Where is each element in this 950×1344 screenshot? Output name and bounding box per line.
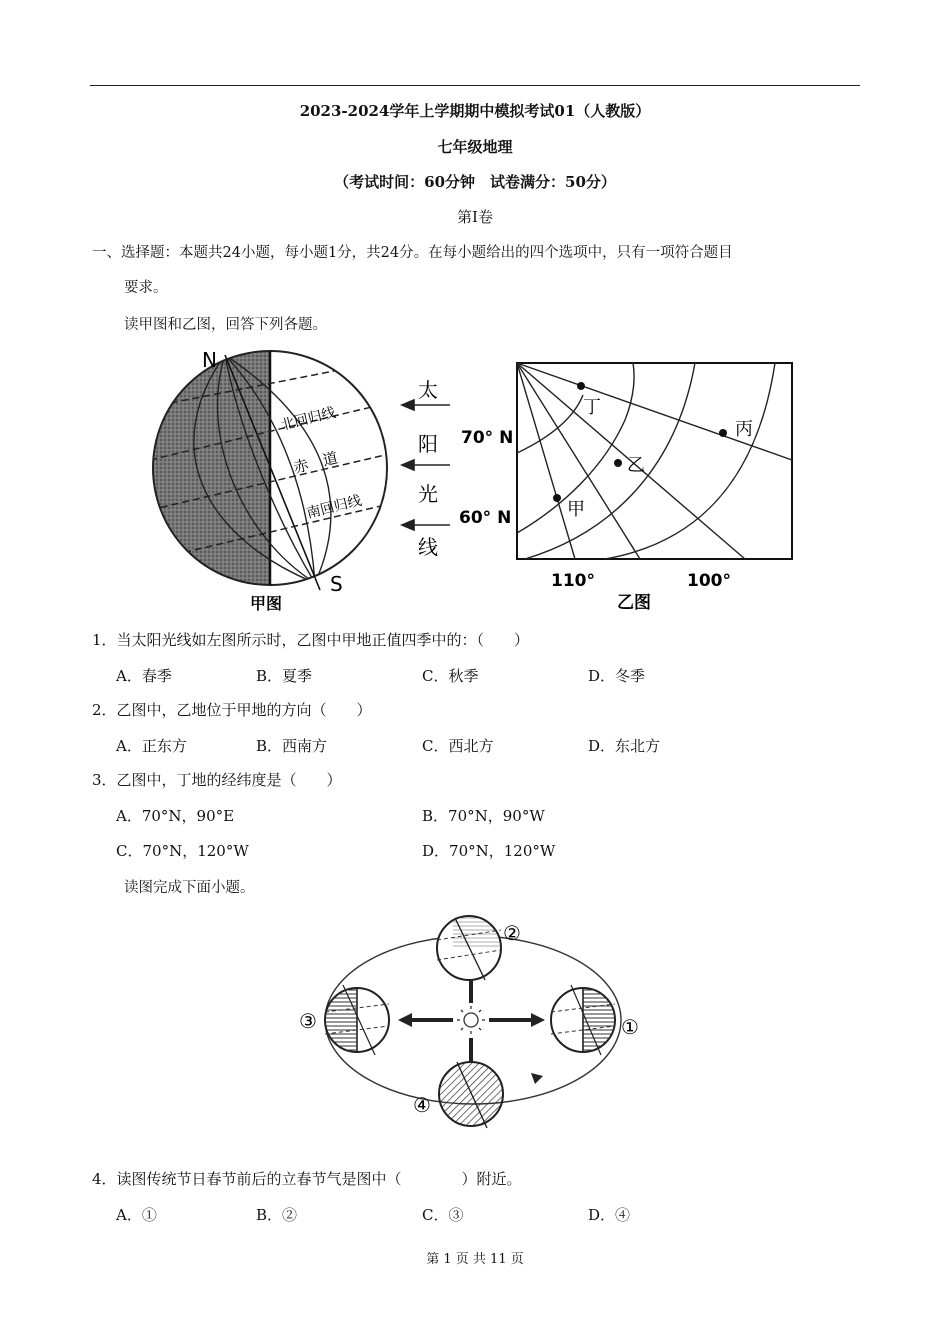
q1-option-c[interactable]: C．秋季 bbox=[422, 667, 479, 685]
volume-label: 第Ⅰ卷 bbox=[457, 208, 493, 226]
section-heading: 一、选择题：本题共24小题，每小题1分，共24分。在每小题给出的四个选项中，只有一项符合题目 bbox=[92, 245, 733, 261]
lat-70-label: 70° N bbox=[461, 428, 514, 448]
q1-option-b[interactable]: B．夏季 bbox=[256, 667, 313, 685]
question-3: 3．乙图中，丁地的经纬度是（ ） bbox=[92, 771, 342, 789]
q2-option-c[interactable]: C．西北方 bbox=[422, 737, 494, 755]
q4-option-c[interactable]: C．③ bbox=[422, 1206, 464, 1224]
top-rule bbox=[90, 85, 860, 86]
figure-jia bbox=[140, 335, 470, 620]
q1-option-d[interactable]: D．冬季 bbox=[588, 667, 646, 685]
label-yi: 乙 bbox=[627, 455, 645, 476]
q3-option-c[interactable]: C．70°N，120°W bbox=[116, 842, 249, 860]
point-ding bbox=[577, 382, 585, 390]
south-pole-label: S bbox=[330, 572, 343, 596]
figure-yi-caption: 乙图 bbox=[617, 593, 651, 613]
orbit-label-1: ① bbox=[621, 1015, 639, 1039]
point-bing bbox=[719, 429, 727, 437]
question-4: 4．读图传统节日春节前后的立春节气是图中（ ）附近。 bbox=[92, 1170, 522, 1188]
earth-position-3 bbox=[325, 985, 389, 1055]
exam-info: （考试时间：60分钟 试卷满分：50分） bbox=[334, 173, 616, 191]
sun-char-4: 线 bbox=[418, 535, 438, 559]
lon-110-label: 110° bbox=[551, 571, 595, 591]
page-footer: 第 1 页 共 11 页 bbox=[426, 1252, 524, 1267]
lon-100-label: 100° bbox=[687, 571, 731, 591]
q3-option-b[interactable]: B．70°N，90°W bbox=[422, 807, 545, 825]
question-2: 2．乙图中，乙地位于甲地的方向（ ） bbox=[92, 701, 372, 719]
intro-text-1: 读甲图和乙图，回答下列各题。 bbox=[124, 317, 327, 333]
sun-icon bbox=[457, 1006, 485, 1034]
orbit-label-3: ③ bbox=[299, 1009, 317, 1033]
figure-jia-caption: 甲图 bbox=[250, 594, 283, 613]
sun-char-2: 阳 bbox=[418, 432, 438, 456]
sun-char-1: 太 bbox=[418, 378, 438, 402]
q2-option-d[interactable]: D．东北方 bbox=[588, 737, 661, 755]
figure-orbit bbox=[295, 900, 655, 1140]
north-pole-label: N bbox=[202, 348, 217, 372]
q4-option-d[interactable]: D．④ bbox=[588, 1206, 631, 1224]
question-1: 1．当太阳光线如左图所示时，乙图中甲地正值四季中的：（ ） bbox=[92, 631, 530, 649]
orbit-direction-arrow bbox=[531, 1073, 543, 1084]
earth-position-1 bbox=[551, 985, 615, 1055]
label-bing: 丙 bbox=[735, 419, 753, 440]
q2-option-a[interactable]: A．正东方 bbox=[116, 737, 187, 755]
earth-position-4 bbox=[439, 1062, 503, 1128]
sunlight-arrows bbox=[402, 400, 450, 530]
figure-yi bbox=[455, 355, 805, 615]
q1-option-a[interactable]: A．春季 bbox=[116, 667, 172, 685]
tropic-capricorn-label: 南回归线 bbox=[305, 492, 364, 522]
map-grid bbox=[517, 363, 792, 559]
sun-char-3: 光 bbox=[418, 482, 438, 506]
orbit-label-2: ② bbox=[503, 921, 521, 945]
label-jia: 甲 bbox=[567, 499, 585, 520]
q3-option-a[interactable]: A．70°N，90°E bbox=[116, 807, 235, 825]
map-frame bbox=[517, 363, 792, 559]
subject-title: 七年级地理 bbox=[437, 138, 513, 156]
q2-option-b[interactable]: B．西南方 bbox=[256, 737, 328, 755]
q4-option-b[interactable]: B．② bbox=[256, 1206, 298, 1224]
lat-60-label: 60° N bbox=[459, 508, 512, 528]
earth-position-2 bbox=[437, 916, 501, 980]
point-jia bbox=[553, 494, 561, 502]
equator-label: 赤 道 bbox=[291, 448, 340, 477]
point-yi bbox=[614, 459, 622, 467]
exam-title: 2023-2024学年上学期期中模拟考试01（人教版） bbox=[299, 102, 651, 120]
label-ding: 丁 bbox=[583, 397, 601, 418]
tropic-cancer-label: 北回归线 bbox=[279, 404, 338, 434]
section-heading-cont: 要求。 bbox=[124, 280, 168, 296]
orbit-label-4: ④ bbox=[413, 1093, 431, 1117]
q3-option-d[interactable]: D．70°N，120°W bbox=[422, 842, 556, 860]
intro-text-2: 读图完成下面小题。 bbox=[124, 880, 255, 896]
q4-option-a[interactable]: A．① bbox=[116, 1206, 157, 1224]
